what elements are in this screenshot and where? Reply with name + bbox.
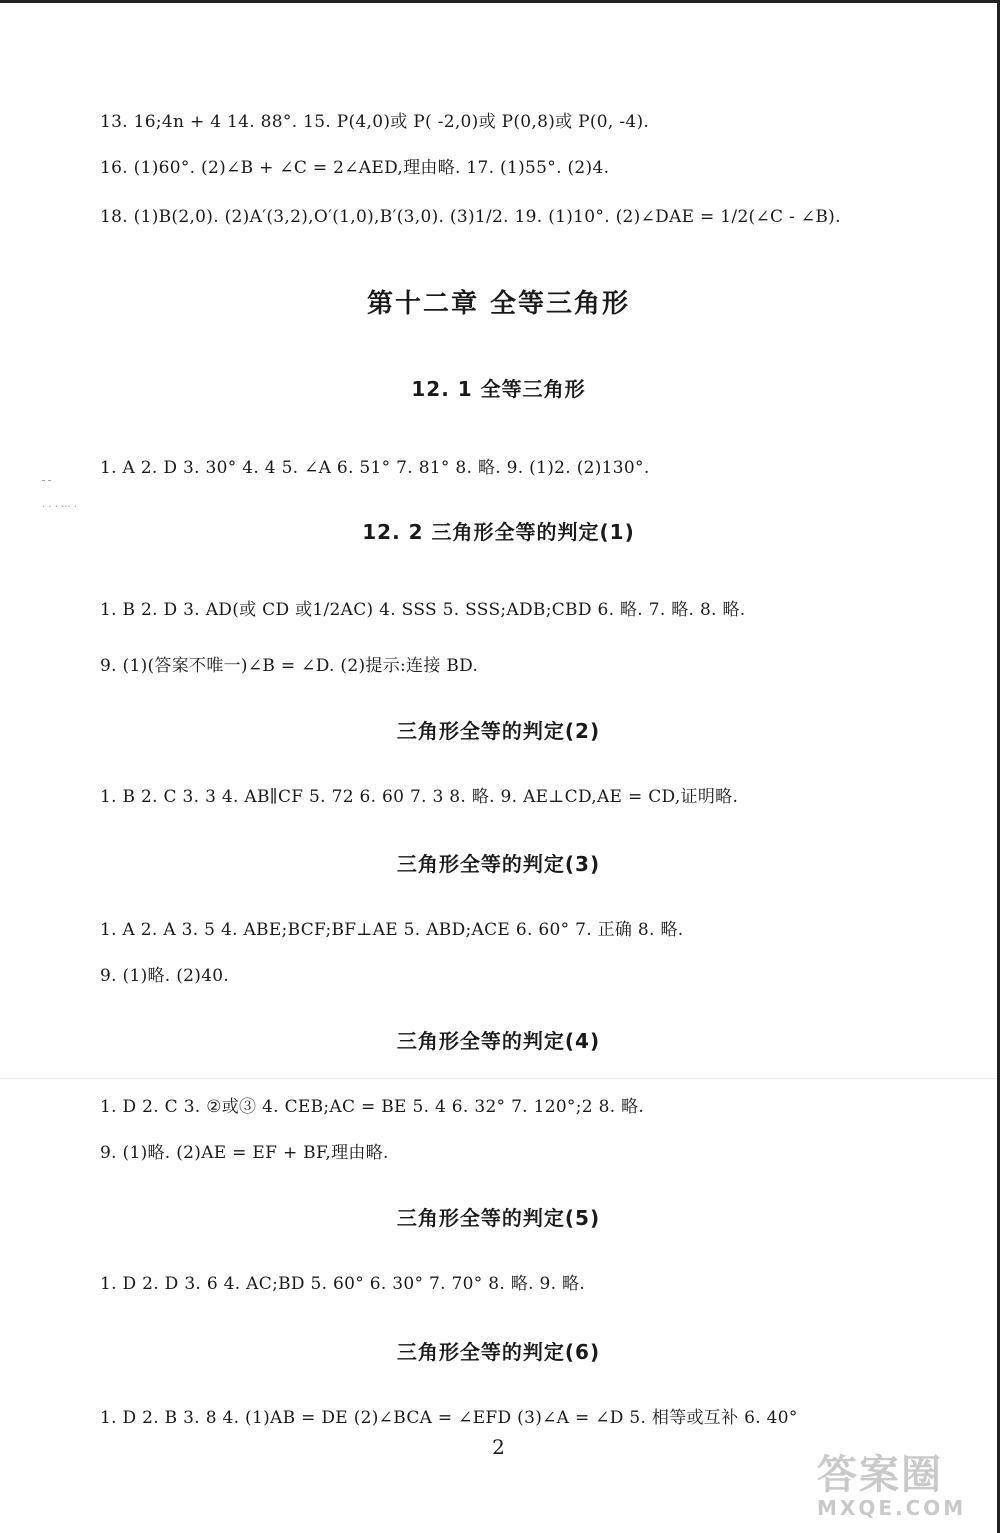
section-title-part-5: 三角形全等的判定(5) (396, 1206, 601, 1230)
answers-part-3-line1: 1. A 2. A 3. 5 4. ABE;BCF;BF⊥AE 5. ABD;ACE 6. 60° 7. 正确 8. 略. (100, 920, 684, 940)
answers-part-4-line1: 1. D 2. C 3. ②或③ 4. CEB;AC = BE 5. 4 6. 32° 7. 120°;2 8. 略. (100, 1097, 645, 1117)
answers-12-1: 1. A 2. D 3. 30° 4. 4 5. ∠A 6. 51° 7. 81° 8. 略. 9. (1)2. (2)130°. (100, 458, 650, 478)
watermark-logo (817, 1443, 967, 1523)
section-title-part-3: 三角形全等的判定(3) (396, 852, 601, 876)
answers-12-2-line1: 1. B 2. D 3. AD(或 CD 或1/2AC) 4. SSS 5. SSS;ADB;CBD 6. 略. 7. 略. 8. 略. (100, 600, 746, 620)
section-title-part-4: 三角形全等的判定(4) (396, 1029, 601, 1053)
answers-part-6: 1. D 2. B 3. 8 4. (1)AB = DE (2)∠BCA = ∠EFD (3)∠A = ∠D 5. 相等或互补 6. 40° (100, 1408, 798, 1428)
section-title-12-1: 12. 1 全等三角形 (411, 377, 586, 401)
answers-12-2-line2: 9. (1)(答案不唯一)∠B = ∠D. (2)提示:连接 BD. (100, 656, 479, 676)
chapter-title: 第十二章 全等三角形 (366, 289, 631, 319)
scan-artifact: ـ ـ · · · ··· · (42, 473, 77, 513)
answers-part-5: 1. D 2. D 3. 6 4. AC;BD 5. 60° 6. 30° 7. 70° 8. 略. 9. 略. (100, 1274, 586, 1294)
answers-part-3-line2: 9. (1)略. (2)40. (100, 966, 230, 986)
page-number: 2 (492, 1435, 505, 1459)
answers-part-4-line2: 9. (1)略. (2)AE = EF + BF,理由略. (100, 1143, 389, 1163)
watermark-text-cn: 答案圈 (817, 1452, 943, 1498)
answer-line-18-19: 18. (1)B(2,0). (2)A′(3,2),O′(1,0),B′(3,0). (3)1/2. 19. (1)10°. (2)∠DAE = 1/2(∠C - ∠B). (100, 207, 841, 227)
watermark-text-en: MXQE.COM (817, 1496, 967, 1520)
section-title-12-2: 12. 2 三角形全等的判定(1) (362, 520, 635, 544)
scan-rule (0, 1078, 997, 1079)
section-title-part-6: 三角形全等的判定(6) (396, 1340, 601, 1364)
answers-part-2: 1. B 2. C 3. 3 4. AB∥CF 5. 72 6. 60 7. 3 8. 略. 9. AE⊥CD,AE = CD,证明略. (100, 787, 739, 807)
section-title-part-2: 三角形全等的判定(2) (396, 719, 601, 743)
answer-line-13-15: 13. 16;4n + 4 14. 88°. 15. P(4,0)或 P( -2,0)或 P(0,8)或 P(0, -4). (100, 112, 650, 132)
answer-line-16-17: 16. (1)60°. (2)∠B + ∠C = 2∠AED,理由略. 17. (1)55°. (2)4. (100, 158, 610, 178)
